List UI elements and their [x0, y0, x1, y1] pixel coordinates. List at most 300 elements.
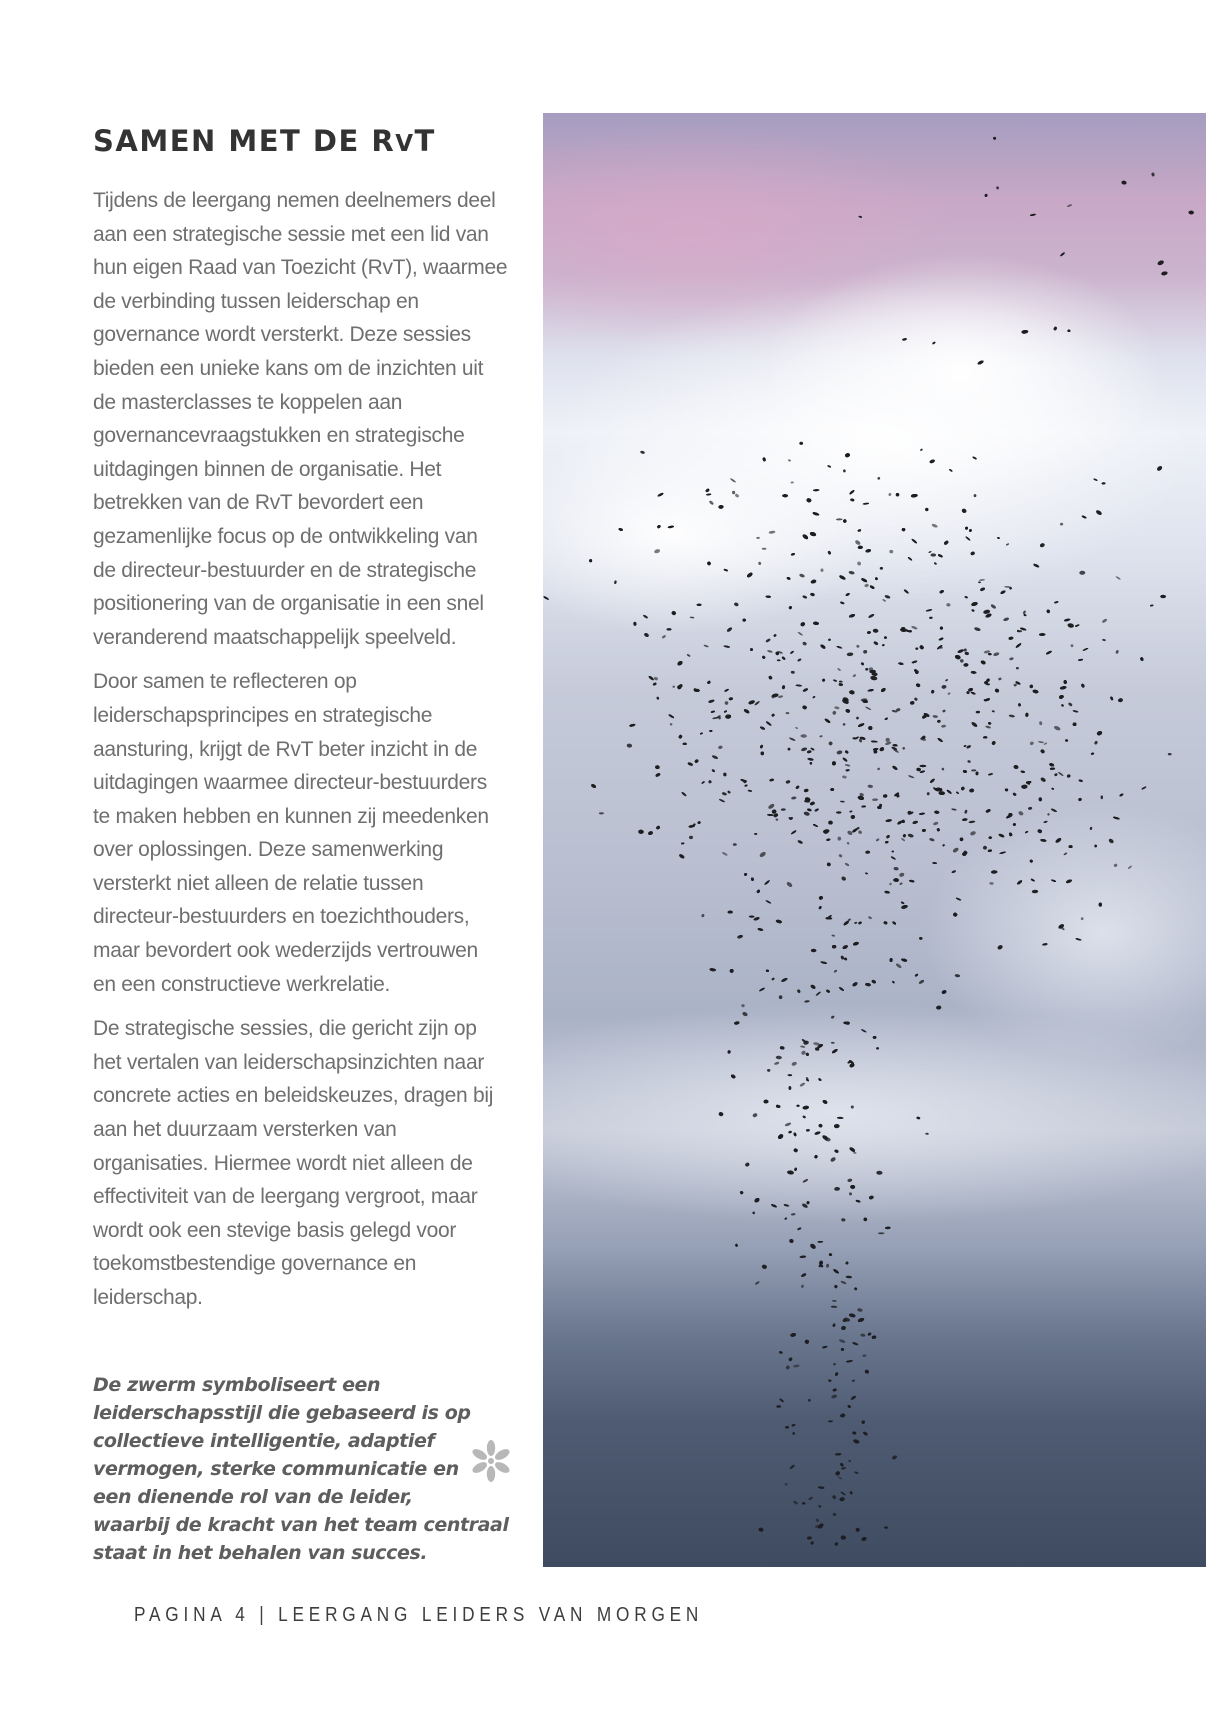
- bird: [865, 706, 872, 710]
- bird: [1032, 689, 1038, 694]
- bird: [870, 676, 877, 681]
- bird: [1115, 650, 1119, 655]
- bird: [998, 677, 1002, 681]
- bird: [802, 705, 807, 710]
- bird: [818, 895, 823, 900]
- bird: [810, 1541, 814, 1545]
- text-line: effectiviteit van de leergang vergroot, maar: [93, 1185, 478, 1209]
- bird: [703, 644, 709, 647]
- bird: [793, 1364, 800, 1367]
- text-line: het vertalen van leiderschapsinzichten naar: [93, 1050, 485, 1074]
- quote-line: De zwerm symboliseert een: [93, 1374, 381, 1396]
- bird: [1051, 788, 1054, 790]
- bird: [764, 880, 770, 886]
- bird: [867, 784, 873, 788]
- bird: [694, 759, 699, 764]
- bird: [722, 851, 729, 856]
- bird: [801, 747, 808, 752]
- bird: [813, 824, 819, 828]
- text-line: aan een strategische sessie met een lid van: [93, 222, 489, 246]
- bird: [761, 1264, 767, 1269]
- bird: [883, 794, 887, 798]
- bird: [850, 815, 855, 820]
- bird: [985, 725, 991, 729]
- text-line: organisaties. Hiermee wordt niet alleen de: [93, 1151, 473, 1175]
- bird: [934, 810, 939, 814]
- bird: [1071, 644, 1074, 647]
- bird: [1168, 753, 1172, 756]
- bird: [1073, 710, 1079, 713]
- bird: [884, 1526, 888, 1528]
- bird: [826, 862, 831, 867]
- bird: [840, 1280, 847, 1285]
- bird: [791, 671, 795, 674]
- bird: [672, 685, 675, 688]
- bird: [732, 491, 735, 495]
- bird: [863, 650, 867, 654]
- bird: [992, 710, 995, 713]
- bird: [1189, 211, 1194, 215]
- bird: [1029, 684, 1033, 688]
- text-line: aan het duurzaam versterken van: [93, 1118, 397, 1142]
- bird: [819, 1260, 824, 1265]
- bird: [800, 622, 806, 627]
- bird: [842, 944, 848, 949]
- bird: [789, 1464, 795, 1470]
- bird: [1101, 795, 1103, 799]
- bird: [779, 995, 783, 999]
- bird: [753, 916, 760, 921]
- quote-line: waarbij de kracht van het team centraal: [93, 1514, 509, 1536]
- bird: [996, 186, 999, 189]
- bird: [1039, 797, 1043, 801]
- bird: [828, 1420, 833, 1422]
- bird: [828, 639, 831, 641]
- bird: [1118, 698, 1124, 703]
- bird: [708, 780, 712, 784]
- bird: [832, 1300, 837, 1302]
- bird: [681, 842, 684, 844]
- bird: [918, 979, 925, 985]
- bird: [1161, 271, 1168, 276]
- bird: [709, 730, 712, 732]
- bird: [765, 721, 771, 727]
- bird: [963, 770, 968, 774]
- bird: [946, 603, 951, 607]
- bird: [818, 906, 822, 910]
- bird: [849, 810, 853, 813]
- text-line: gezamenlijke focus op de ontwikkeling van: [93, 524, 478, 548]
- bird: [793, 1500, 799, 1505]
- bird: [941, 685, 947, 690]
- bird: [754, 833, 757, 835]
- bird: [929, 778, 935, 783]
- bird: [970, 830, 977, 836]
- bird: [1078, 659, 1083, 662]
- quote-line: een dienende rol van de leider,: [93, 1486, 413, 1508]
- bird: [802, 1502, 805, 1504]
- text-line: toekomstbestendige governance en: [93, 1252, 417, 1276]
- bird: [841, 1467, 846, 1470]
- bird: [854, 1287, 858, 1291]
- bird-flock: [543, 113, 1206, 1567]
- bird: [865, 668, 868, 671]
- bird: [975, 772, 978, 776]
- bird: [942, 844, 945, 847]
- bird: [920, 770, 925, 773]
- bird: [863, 1431, 869, 1436]
- bird: [892, 981, 895, 984]
- bird: [749, 916, 755, 918]
- bird: [638, 830, 644, 834]
- bird: [964, 745, 967, 747]
- bird: [837, 668, 841, 672]
- bird: [841, 1325, 847, 1330]
- bird: [849, 1491, 853, 1495]
- text-line: De strategische sessies, die gericht zijn op: [93, 1017, 477, 1041]
- bird: [1022, 610, 1026, 614]
- asterisk-petal: [471, 1460, 489, 1475]
- bird: [861, 662, 865, 666]
- bird: [791, 1424, 795, 1427]
- bird: [852, 674, 856, 678]
- bird: [945, 679, 948, 682]
- bird: [807, 808, 812, 812]
- bird: [1066, 774, 1070, 778]
- bird: [832, 1388, 837, 1392]
- bird: [931, 690, 935, 694]
- bird: [839, 683, 844, 686]
- asterisk-center: [488, 1458, 494, 1464]
- bird: [941, 767, 944, 771]
- bird: [790, 1332, 796, 1337]
- bird: [773, 634, 776, 637]
- bird: [1068, 702, 1073, 707]
- bird: [860, 1333, 865, 1337]
- bird: [854, 1471, 859, 1474]
- bird: [968, 820, 975, 823]
- bird: [727, 790, 731, 794]
- bird: [901, 901, 905, 904]
- bird: [819, 735, 823, 738]
- bird: [946, 789, 952, 794]
- bird: [803, 811, 810, 816]
- bird: [1079, 779, 1083, 782]
- bird: [689, 836, 693, 840]
- bird: [1054, 601, 1059, 604]
- text-line: te maken hebben en kunnen zij meedenken: [93, 804, 489, 828]
- bird: [1063, 680, 1067, 684]
- bird: [1078, 797, 1082, 801]
- bird: [1082, 647, 1088, 651]
- bird: [744, 873, 748, 877]
- bird: [818, 1241, 824, 1243]
- bird: [892, 851, 894, 853]
- bird: [826, 838, 830, 841]
- bird: [707, 680, 711, 684]
- bird: [861, 1536, 867, 1541]
- text-line: veranderend maatschappelijk speelveld.: [93, 625, 457, 649]
- bird: [807, 1536, 812, 1540]
- bird: [835, 1471, 841, 1477]
- bird: [909, 880, 915, 883]
- bird: [1067, 204, 1073, 208]
- bird: [927, 792, 930, 795]
- bird: [914, 973, 918, 977]
- bird: [668, 714, 675, 719]
- bird: [993, 652, 1000, 657]
- bird: [839, 1339, 846, 1344]
- bird: [911, 625, 918, 630]
- bird: [782, 685, 786, 689]
- bird: [784, 1483, 788, 1486]
- bird: [1030, 213, 1036, 216]
- bird: [865, 872, 868, 874]
- bird: [1151, 172, 1155, 177]
- bird: [771, 809, 776, 814]
- bird: [786, 881, 793, 888]
- bird: [951, 808, 957, 811]
- bird: [852, 1431, 857, 1435]
- bird: [915, 683, 920, 688]
- bird: [873, 629, 879, 634]
- bird: [656, 696, 659, 700]
- title-main: SAMEN MET DE R: [93, 124, 396, 158]
- cloud: [763, 253, 1163, 493]
- text-line: over oplossingen. Deze samenwerking: [93, 838, 444, 862]
- bird: [835, 1453, 842, 1456]
- bird: [851, 1379, 855, 1382]
- bird: [1110, 696, 1114, 701]
- title-end: T: [414, 124, 436, 158]
- bird: [811, 949, 816, 952]
- bird: [677, 660, 684, 666]
- text-line: positionering van de organisatie in een snel: [93, 592, 484, 616]
- bird: [836, 750, 843, 755]
- bird: [865, 983, 871, 987]
- asterisk-petal: [471, 1447, 489, 1462]
- bird: [960, 786, 965, 791]
- bird: [591, 783, 597, 788]
- bird: [849, 690, 855, 695]
- bird: [885, 738, 890, 743]
- bird: [848, 613, 855, 618]
- bird: [759, 851, 767, 858]
- bird: [629, 723, 636, 727]
- text-line: Tijdens de leergang nemen deelnemers deel: [93, 189, 496, 212]
- bird: [757, 928, 763, 932]
- bird: [899, 872, 905, 878]
- bird: [1099, 903, 1102, 907]
- bird: [892, 744, 897, 747]
- bird: [797, 658, 802, 662]
- bird: [857, 795, 864, 801]
- bird: [807, 757, 814, 761]
- bird: [1043, 742, 1047, 745]
- bird: [781, 977, 788, 982]
- bird: [873, 748, 879, 751]
- bird: [1023, 614, 1026, 616]
- bird: [724, 710, 728, 713]
- bird: [1141, 786, 1147, 790]
- bird: [912, 820, 918, 824]
- bird: [911, 660, 917, 664]
- bird: [893, 878, 899, 882]
- bird: [867, 631, 871, 634]
- bird: [1140, 657, 1144, 662]
- asterisk-petal: [493, 1460, 511, 1475]
- bird: [902, 834, 906, 838]
- bird: [826, 989, 831, 993]
- bird: [1046, 609, 1050, 613]
- bird: [718, 745, 723, 749]
- bird: [839, 986, 845, 991]
- bird: [711, 710, 716, 713]
- bird: [845, 1261, 849, 1265]
- bird: [885, 1227, 891, 1230]
- bird: [831, 1306, 838, 1309]
- bird: [837, 837, 841, 841]
- bird: [667, 628, 672, 630]
- bird: [883, 921, 888, 925]
- bird: [829, 1253, 833, 1256]
- bird: [1150, 604, 1154, 606]
- bird: [822, 678, 826, 682]
- bird: [871, 979, 876, 984]
- bird: [733, 843, 737, 846]
- bird: [748, 790, 752, 792]
- body-text: [93, 184, 533, 1326]
- bird: [1028, 807, 1033, 811]
- bird: [808, 1399, 811, 1402]
- bird: [1018, 810, 1024, 816]
- bird: [907, 833, 914, 838]
- bird: [1115, 576, 1121, 581]
- bird: [862, 1354, 866, 1357]
- title-small-v: V: [395, 131, 415, 157]
- bird: [873, 641, 879, 646]
- bird: [850, 1395, 856, 1400]
- bird: [872, 798, 878, 801]
- bird: [848, 1460, 852, 1463]
- bird: [878, 1232, 885, 1234]
- bird: [656, 825, 661, 830]
- bird: [812, 696, 815, 699]
- bird: [969, 788, 974, 792]
- text-line: betrekken van de RvT bevordert een: [93, 491, 424, 515]
- bird: [737, 934, 744, 939]
- bird: [805, 1340, 810, 1344]
- bird: [750, 648, 753, 651]
- bird: [962, 818, 968, 821]
- bird: [868, 613, 875, 618]
- paragraph-3: [93, 1012, 533, 1314]
- bird: [791, 796, 797, 800]
- bird: [1025, 713, 1029, 717]
- text-line: uitdagingen binnen de organisatie. Het: [93, 457, 442, 481]
- bird: [797, 631, 803, 636]
- bird: [767, 650, 773, 653]
- bird: [939, 791, 945, 795]
- bird: [933, 715, 938, 718]
- bird: [994, 688, 999, 693]
- bird: [822, 1345, 828, 1348]
- bird: [1012, 792, 1016, 796]
- bird: [971, 671, 977, 674]
- bird: [940, 627, 943, 630]
- bird: [891, 856, 896, 860]
- bird: [828, 821, 833, 825]
- bird: [833, 1268, 840, 1274]
- bird: [802, 688, 808, 693]
- bird: [966, 745, 971, 749]
- bird: [1046, 650, 1053, 655]
- bird: [983, 609, 990, 614]
- bird: [754, 700, 760, 706]
- bird: [971, 609, 974, 612]
- bird: [655, 765, 660, 769]
- murmuration-photo: [543, 113, 1206, 1567]
- bird: [956, 791, 959, 794]
- bird: [1119, 793, 1124, 797]
- asterisk-flower-icon: [468, 1438, 514, 1484]
- paragraph-1: [93, 184, 533, 654]
- bird: [834, 1542, 839, 1546]
- bird: [1060, 686, 1067, 690]
- bird: [899, 882, 903, 885]
- bird: [868, 726, 872, 730]
- bird: [960, 837, 964, 841]
- bird: [885, 819, 891, 822]
- bird: [963, 663, 968, 667]
- bird: [828, 1379, 831, 1382]
- bird: [785, 1426, 789, 1429]
- text-line: wordt ook een stevige basis gelegd voor: [93, 1218, 457, 1242]
- bird: [758, 1527, 763, 1532]
- bird: [1039, 721, 1043, 725]
- bird: [795, 785, 800, 789]
- bird: [840, 1413, 846, 1418]
- bird: [728, 911, 733, 914]
- bird: [936, 828, 940, 832]
- bird: [1000, 590, 1006, 595]
- bird: [884, 890, 890, 893]
- bird: [785, 780, 790, 784]
- bird: [834, 706, 840, 710]
- bird: [809, 1243, 816, 1250]
- bird: [841, 1348, 844, 1351]
- bird: [971, 769, 976, 771]
- bird: [952, 847, 959, 854]
- bird: [791, 830, 797, 835]
- bird: [801, 1273, 807, 1278]
- bird: [854, 922, 857, 925]
- bird: [942, 709, 946, 713]
- bird: [799, 1255, 806, 1258]
- bird: [686, 654, 690, 658]
- bird: [857, 723, 864, 728]
- pull-quote: [93, 1371, 513, 1567]
- bird: [815, 991, 821, 996]
- bird: [993, 136, 997, 140]
- bird: [853, 941, 860, 946]
- bird: [964, 809, 968, 814]
- bird: [735, 1244, 738, 1247]
- bird: [842, 723, 846, 726]
- bird: [831, 1394, 838, 1399]
- bird: [885, 841, 889, 844]
- bird: [856, 716, 860, 720]
